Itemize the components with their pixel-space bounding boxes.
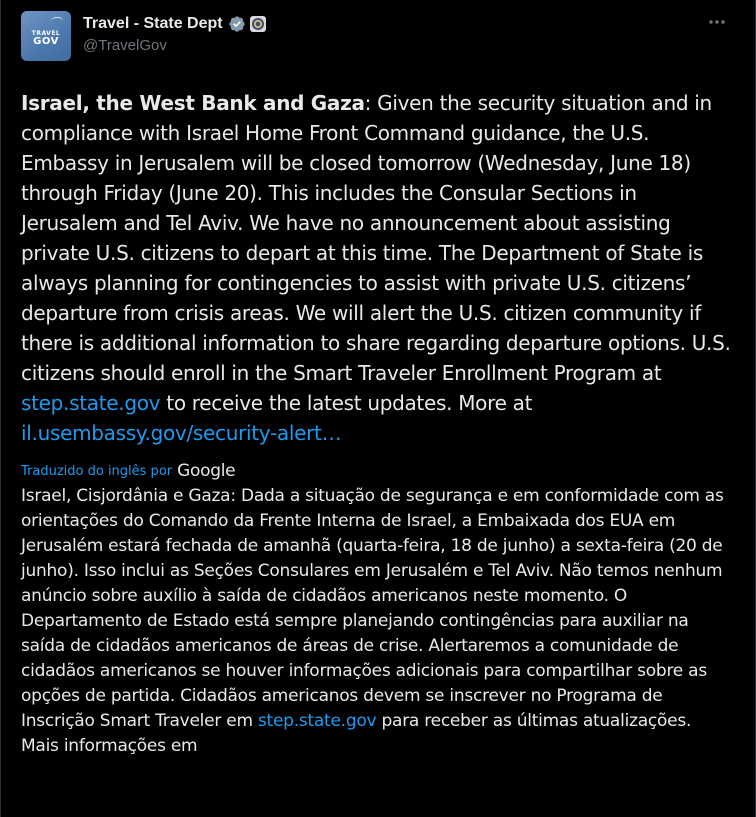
- author-info: [83, 10, 266, 54]
- handle[interactable]: @TravelGov: [83, 37, 167, 54]
- avatar-text-line2: GOV: [33, 36, 59, 47]
- avatar-text-line1: TRAVEL: [31, 30, 61, 37]
- translation-body-continued: para receber as últimas atualizações. Mais informações em: [21, 711, 692, 756]
- government-seal-icon: [250, 16, 266, 32]
- display-name[interactable]: Travel - State Dept: [83, 15, 223, 32]
- google-logo: Google: [177, 461, 236, 481]
- translation-label[interactable]: Traduzido do inglês por: [21, 463, 173, 479]
- verified-badge-icon[interactable]: [228, 15, 246, 33]
- tweet-text: [21, 88, 733, 448]
- tweet-lead: Israel, the West Bank and Gaza: [21, 91, 365, 115]
- tweet-body: : Given the security situation and in compliance with Israel Home Front Command guidance, the U.S. Embassy in Jerusalem will be closed tomorrow (Wednesday, June 18) through Friday (June 20). This includes the Consular Sections in Jerusalem and Tel Aviv. We have no announcement about assisting private U.S. citizens to depart at this time. The Department of State is always planning for contingencies to assist with private U.S. citizens’ departure from crisis areas. We will alert the U.S. citizen community if there is additional information to share regarding departure options. U.S. citizens should enroll in the Smart Traveler Enrollment Program at: [21, 91, 731, 385]
- plane-icon: [51, 17, 63, 24]
- embassy-security-alert-link[interactable]: il.usembassy.gov/security-alert…: [21, 421, 342, 445]
- name-row: [83, 13, 266, 35]
- step-state-gov-link[interactable]: step.state.gov: [21, 391, 161, 415]
- translation-body: Israel, Cisjordânia e Gaza: Dada a situação de segurança e em conformidade com as orientações do Comando da Frente Interna de Israel, a Embaixada dos EUA em Jerusalém estará fechada de amanhã (quarta-feira, 18 de junho) a sexta-feira (20 de junho). Isso inclui as Seções Consulares em Jerusalém e Tel Aviv. Não temos nenhum anúncio sobre auxílio à saída de cidadãos americanos neste momento. O Departamento de Estado está sempre planejando contingências para auxiliar na saída de cidadãos americanos de áreas de crise. Alertaremos a comunidade de cidadãos americanos se houver informações adicionais para compartilhar sobre as opções de partida. Cidadãos americanos devem se inscrever no Programa de Inscrição Smart Traveler em: [21, 486, 724, 731]
- avatar[interactable]: [21, 11, 71, 61]
- translation-step-state-gov-link[interactable]: step.state.gov: [257, 711, 377, 731]
- translated-text: [21, 484, 733, 759]
- tweet-body-continued: to receive the latest updates. More at: [160, 391, 533, 415]
- tweet-header: [21, 10, 733, 74]
- more-options-icon[interactable]: [707, 12, 727, 32]
- translation-attribution: [21, 460, 733, 482]
